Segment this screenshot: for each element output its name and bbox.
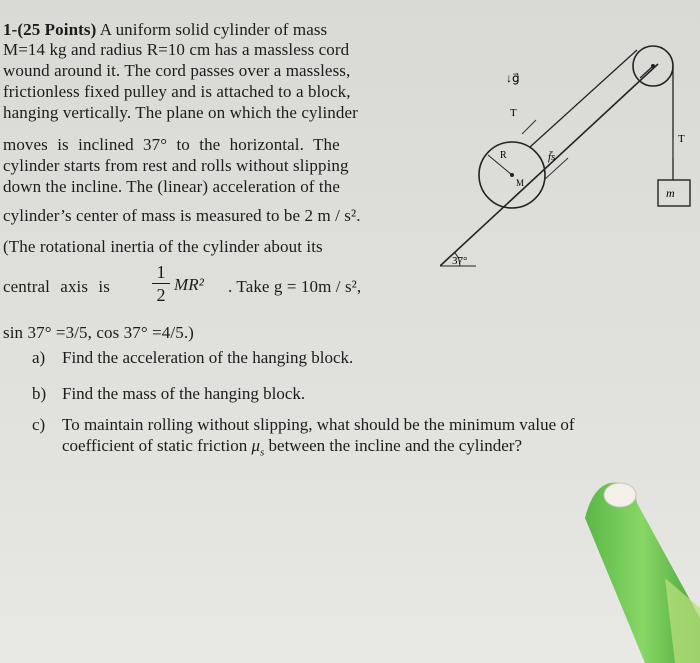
problem-line-7: cylinder starts from rest and rolls without slipping xyxy=(3,156,349,175)
fraction-bar xyxy=(152,283,170,284)
highlighter-tip xyxy=(604,483,636,507)
problem-line-9: cylinder’s center of mass is measured to be 2 m / s². xyxy=(3,206,361,225)
tension-label-2: T xyxy=(678,133,685,145)
mu-subscript: s xyxy=(260,446,265,459)
problem-line-1: 1-(25 Points) A uniform solid cylinder of mass xyxy=(3,20,328,39)
incline-pulley-diagram xyxy=(440,30,700,280)
problem-line-6: moves is inclined 37° to the horizontal. The xyxy=(3,135,340,154)
question-b-text: Find the mass of the hanging block. xyxy=(62,384,306,403)
problem-line-10: (The rotational inertia of the cylinder about its xyxy=(3,237,323,256)
question-c xyxy=(32,415,575,435)
gravity-label: ↓g⃗ xyxy=(506,71,520,85)
tension-label-1: T xyxy=(510,107,517,119)
problem-line-8: down the incline. The (linear) acceleration of the xyxy=(3,177,340,196)
cylinder-mass-label: M xyxy=(516,178,525,188)
question-a xyxy=(32,348,353,368)
question-b-label: b) xyxy=(32,384,47,403)
problem-line-4: frictionless fixed pulley and is attached to a block, xyxy=(3,82,351,101)
friction-label: f̄s xyxy=(548,151,556,163)
mu-symbol: μ xyxy=(251,436,260,455)
inertia-prefix: central axis is xyxy=(3,277,110,296)
question-a-text: Find the acceleration of the hanging block. xyxy=(62,348,354,367)
inertia-fraction xyxy=(152,262,170,305)
angle-label: 37° xyxy=(452,255,468,267)
problem-line-2: M=14 kg and radius R=10 cm has a massless cord xyxy=(3,40,350,59)
question-b xyxy=(32,384,305,404)
problem-line-3: wound around it. The cord passes over a massless, xyxy=(3,61,351,80)
gravity-statement: . Take g = 10m / s², xyxy=(228,277,362,296)
fraction-numerator: 1 xyxy=(156,262,166,282)
problem-header: 1-(25 Points) xyxy=(3,20,97,39)
green-highlighter-photo xyxy=(575,458,700,663)
cylinder-radius-label: R xyxy=(500,150,507,161)
fraction-denominator: 2 xyxy=(156,285,166,305)
incline-surface xyxy=(440,64,658,266)
question-c-line-2: coefficient of static friction $\mu_s$ between the incline and the cylinder? xyxy=(62,436,523,459)
trig-values: sin 37° =3/5, cos 37° =4/5.) xyxy=(3,323,194,342)
question-c-text: To maintain rolling without slipping, what should be the minimum value of xyxy=(62,415,575,434)
tension-arrow-1 xyxy=(522,120,536,134)
block-label: m xyxy=(666,186,675,200)
question-c-label: c) xyxy=(32,415,46,434)
question-a-label: a) xyxy=(32,348,46,367)
pulley-support xyxy=(640,66,653,78)
inertia-expression: MR² xyxy=(174,275,204,294)
problem-line-5: hanging vertically. The plane on which the cylinder xyxy=(3,103,358,122)
